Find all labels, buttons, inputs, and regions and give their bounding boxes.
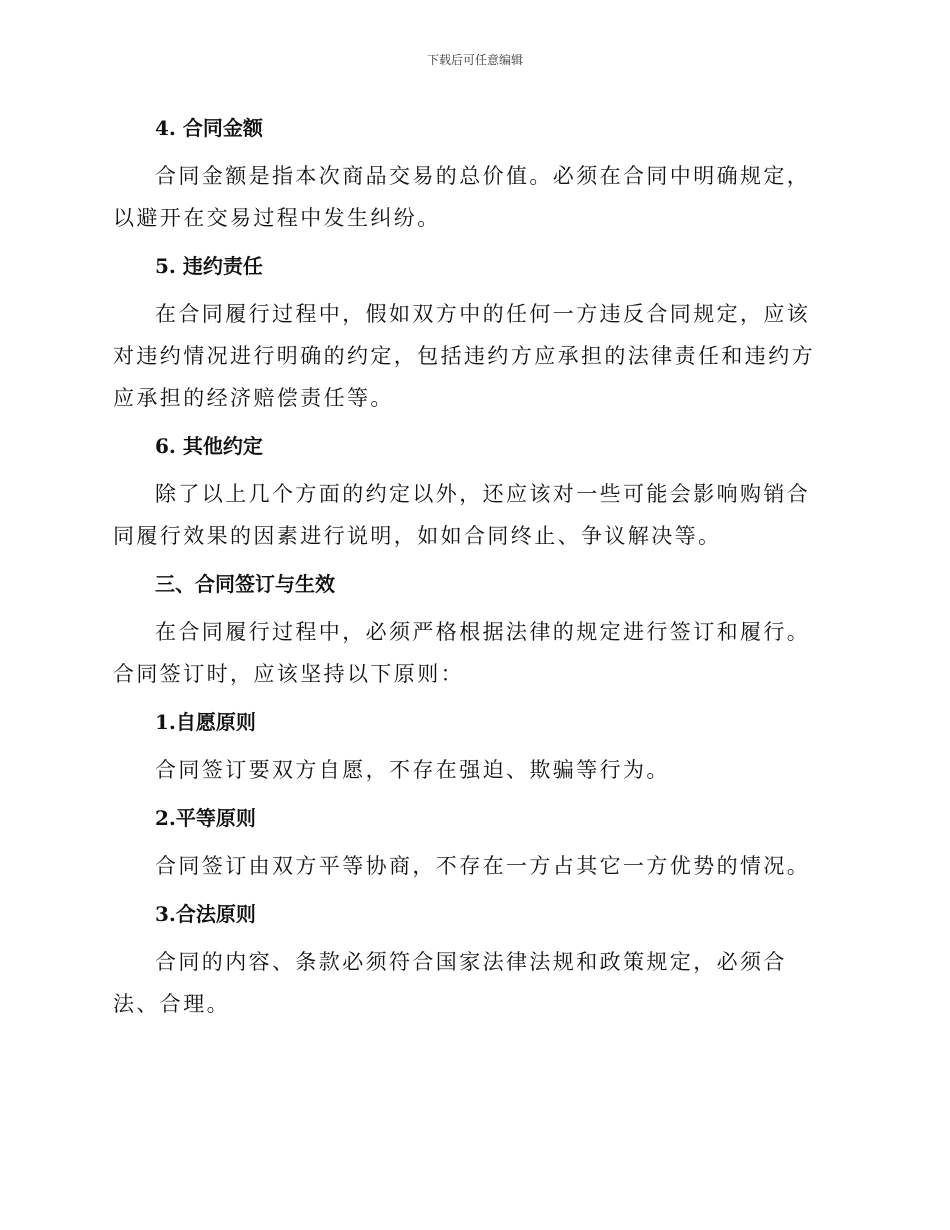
section-paragraph-equality-principle: 合同签订由双方平等协商，不存在一方占其它一方优势的情况。: [155, 854, 811, 878]
section-heading-signing-and-effect: 三、合同签订与生效: [155, 572, 335, 596]
section-paragraph-other-agreements: 除了以上几个方面的约定以外，还应该对一些可能会影响购销合同履行效果的因素进行说明，如如合同终止、争议解决等。: [113, 482, 811, 548]
document-body: [113, 108, 833, 1025]
section-paragraph-contract-amount: 合同金额是指本次商品交易的总价值。必须在合同中明确规定，以避开在交易过程中发生纠纷。: [113, 164, 811, 230]
section-heading-other-agreements: 6. 其他约定: [155, 434, 263, 458]
section-heading-legality-principle: 3.合法原则: [155, 902, 256, 926]
section-heading-breach-liability: 5. 违约责任: [155, 254, 263, 278]
section-paragraph-breach-liability: 在合同履行过程中，假如双方中的任何一方违反合同规定，应该对违约情况进行明确的约定，包括违约方应承担的法律责任和违约方应承担的经济赔偿责任等。: [113, 302, 815, 410]
section-paragraph-signing-and-effect: 在合同履行过程中，必须严格根据法律的规定进行签订和履行。合同签订时，应该坚持以下原则：: [113, 620, 811, 686]
section-paragraph-voluntary-principle: 合同签订要双方自愿，不存在强迫、欺骗等行为。: [155, 758, 670, 782]
section-paragraph-legality-principle: 合同的内容、条款必须符合国家法律法规和政策规定，必须合法、合理。: [113, 950, 787, 1016]
section-heading-contract-amount: 4. 合同金额: [155, 116, 263, 140]
page-header: 下载后可任意编辑: [426, 53, 523, 67]
section-heading-equality-principle: 2.平等原则: [155, 806, 256, 830]
section-heading-voluntary-principle: 1.自愿原则: [155, 710, 256, 734]
